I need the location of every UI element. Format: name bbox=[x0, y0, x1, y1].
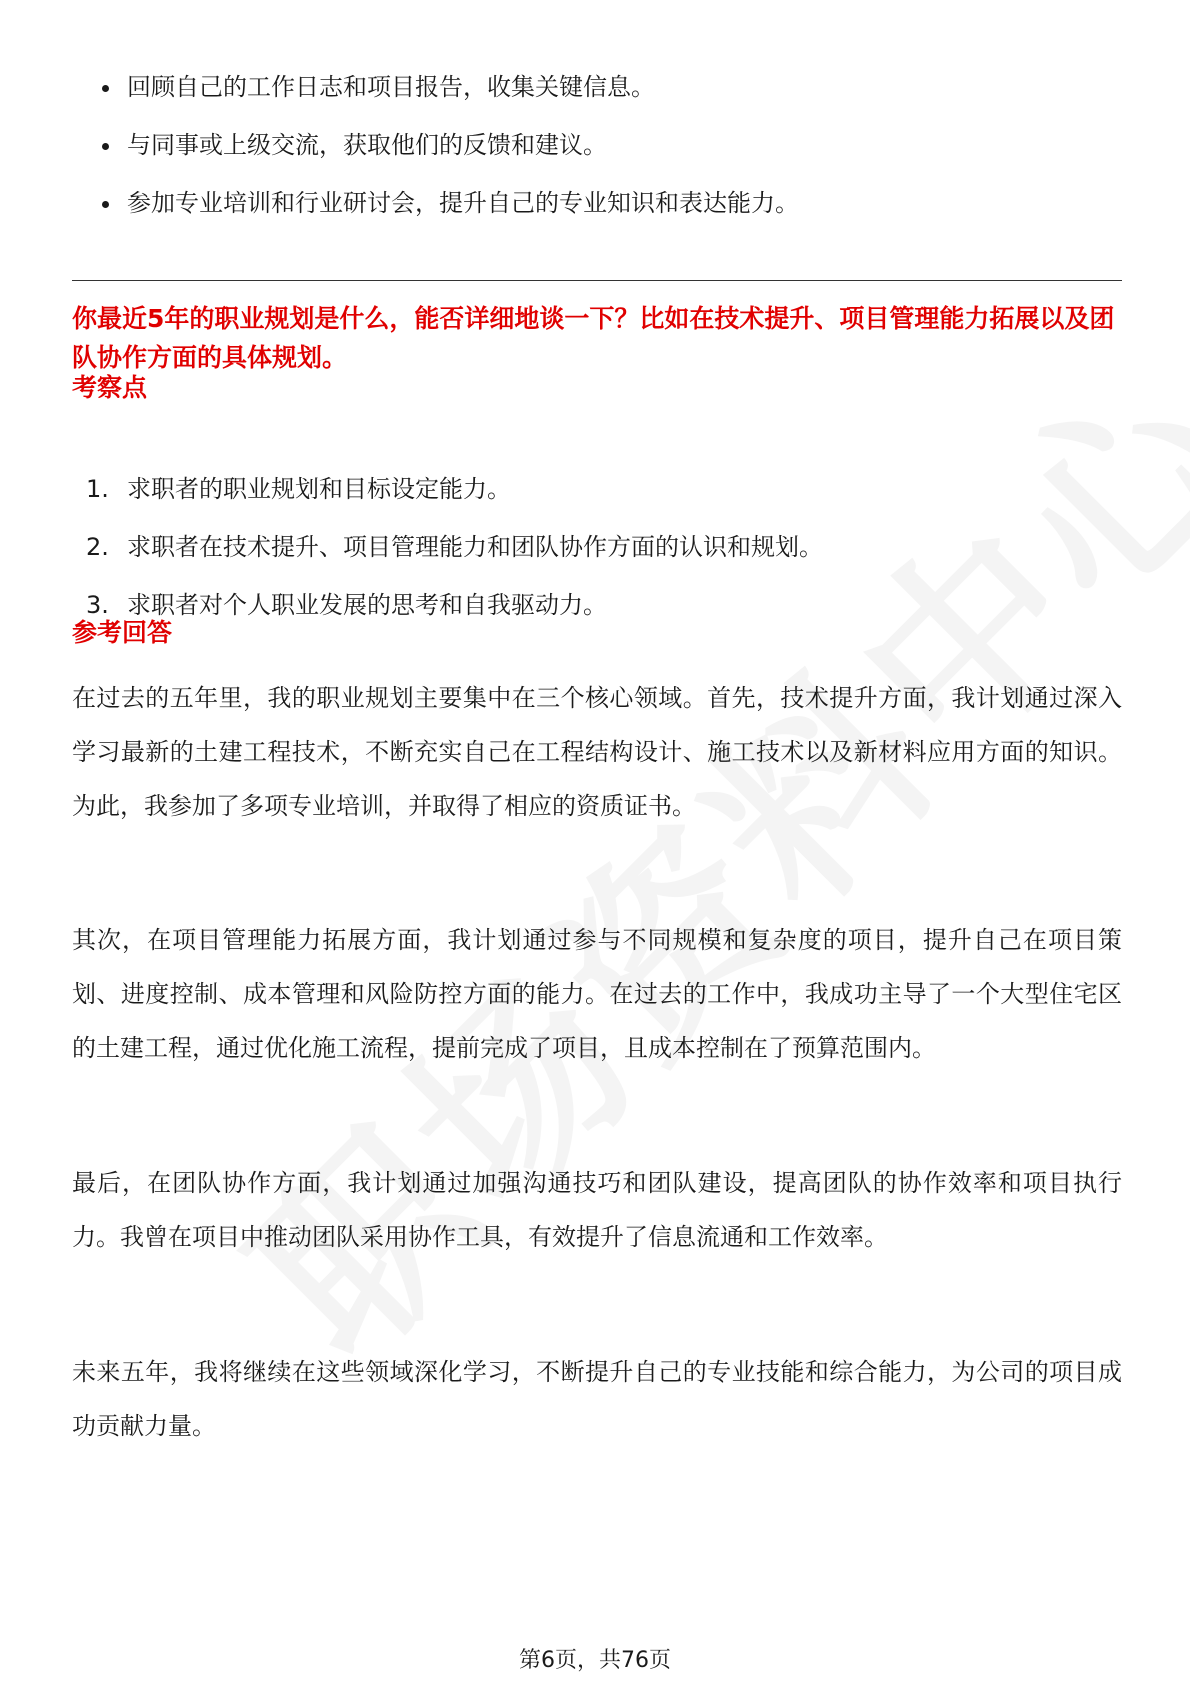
focus-list bbox=[72, 460, 1122, 634]
answer-paragraph: 未来五年，我将继续在这些领域深化学习，不断提升自己的专业技能和综合能力，为公司的项目成功贡献力量。 bbox=[72, 1358, 1122, 1440]
list-number: 2. bbox=[86, 533, 109, 561]
list-item: 参加专业培训和行业研讨会，提升自己的专业知识和表达能力。 bbox=[72, 174, 1122, 232]
question-heading: 你最近5年的职业规划是什么，能否详细地谈一下？比如在技术提升、项目管理能力拓展以及团队协作方面的具体规划。 bbox=[72, 304, 1115, 372]
list-item-text: 求职者对个人职业发展的思考和自我驱动力。 bbox=[127, 591, 607, 619]
page-number: 第6页，共76页 bbox=[519, 1648, 671, 1673]
answer-paragraph: 其次，在项目管理能力拓展方面，我计划通过参与不同规模和复杂度的项目，提升自己在项目策划、进度控制、成本管理和风险防控方面的能力。在过去的工作中，我成功主导了一个大型住宅区的土建工程，通过优化施工流程，提前完成了项目，且成本控制在了预算范围内。 bbox=[72, 926, 1122, 1062]
list-number: 3. bbox=[86, 591, 109, 619]
list-item: 回顾自己的工作日志和项目报告，收集关键信息。 bbox=[72, 58, 1122, 116]
focus-heading: 考察点 bbox=[72, 373, 148, 402]
list-item bbox=[72, 576, 1122, 634]
list-item: 与同事或上级交流，获取他们的反馈和建议。 bbox=[72, 116, 1122, 174]
list-number: 1. bbox=[86, 475, 109, 503]
list-item-text: 求职者在技术提升、项目管理能力和团队协作方面的认识和规划。 bbox=[127, 533, 823, 561]
bullet-list bbox=[72, 58, 1122, 232]
list-item bbox=[72, 518, 1122, 576]
answer-heading: 参考回答 bbox=[72, 618, 173, 647]
list-item bbox=[72, 460, 1122, 518]
list-item-text: 求职者的职业规划和目标设定能力。 bbox=[127, 475, 511, 503]
answer-paragraph: 最后，在团队协作方面，我计划通过加强沟通技巧和团队建设，提高团队的协作效率和项目执行力。我曾在项目中推动团队采用协作工具，有效提升了信息流通和工作效率。 bbox=[72, 1169, 1122, 1251]
answer-paragraph: 在过去的五年里，我的职业规划主要集中在三个核心领域。首先，技术提升方面，我计划通过深入学习最新的土建工程技术，不断充实自己在工程结构设计、施工技术以及新材料应用方面的知识。为此，我参加了多项专业培训，并取得了相应的资质证书。 bbox=[72, 684, 1122, 820]
divider bbox=[72, 280, 1122, 281]
